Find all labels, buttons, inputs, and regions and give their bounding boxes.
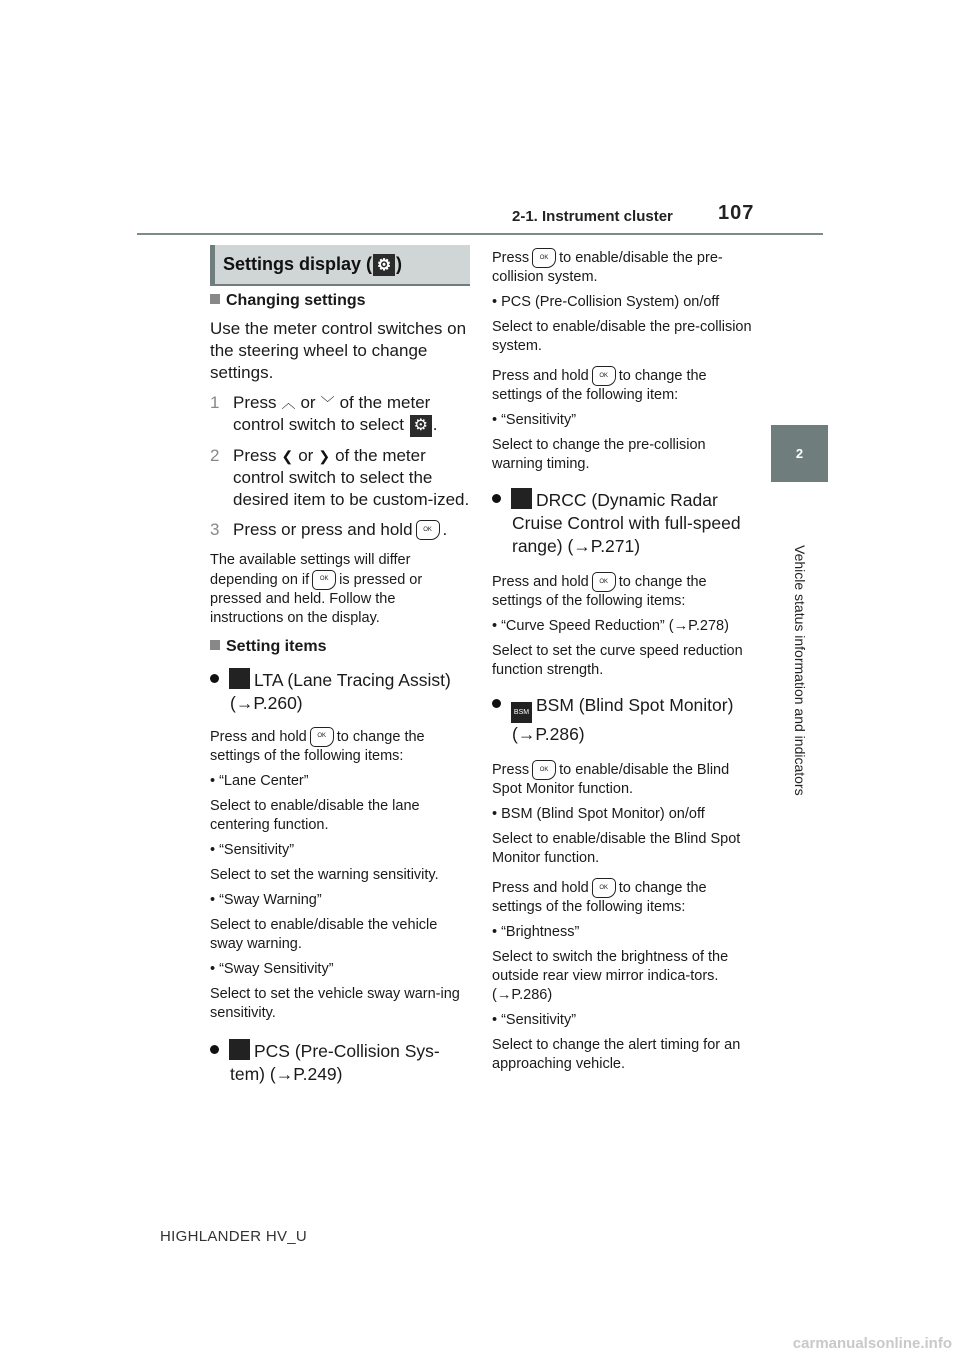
- bsm-onoff-desc: Select to enable/disable the Blind Spot Monitor function.: [492, 831, 741, 866]
- brightness-desc: Select to switch the brightness of the outside rear view mirror indica-tors. (→P.286): [492, 949, 729, 1003]
- sway-warning-desc: Select to enable/disable the vehicle sway warning.: [210, 916, 438, 952]
- sensitivity-desc: Select to set the warning sensitivity.: [210, 866, 439, 883]
- setting-items-title: Setting items: [210, 638, 470, 656]
- bsm-link[interactable]: BSM (Blind Spot Monitor) (→P.286): [512, 695, 734, 744]
- pcs-onoff-item: • PCS (Pre-Collision System) on/off: [492, 294, 720, 310]
- bsm-item: [492, 694, 754, 746]
- lta-hold-text: Press and hold OK to change the settings of the following items:: [210, 728, 425, 764]
- heading-close: ): [396, 254, 403, 274]
- sensitivity-item: • “Sensitivity”: [210, 841, 295, 858]
- step-number: 1: [210, 393, 220, 412]
- ok-button-icon: OK: [592, 878, 616, 898]
- section-title: 2-1. Instrument cluster: [512, 208, 673, 225]
- drcc-link[interactable]: DRCC (Dynamic Radar Cruise Control with full-speed range) (→P.271): [512, 490, 741, 556]
- left-column: [210, 245, 470, 1086]
- bsm-press-text: Press OK to enable/disable the Blind Spot Monitor function.: [492, 761, 730, 797]
- pcs-press-text: Press OK to enable/disable the pre-collision system.: [492, 249, 723, 285]
- bullet-dot: [210, 1045, 219, 1054]
- drcc-icon: [511, 488, 532, 509]
- lta-item: [210, 668, 470, 715]
- ok-button-icon: OK: [416, 520, 440, 540]
- bullet-dot: [492, 494, 501, 503]
- chevron-down-icon: ﹀: [320, 395, 335, 411]
- settings-note: The available settings will differ depending on if OK is pressed or pressed and held. Follow the instructions on the display.: [210, 551, 423, 626]
- curve-speed-desc: Select to set the curve speed reduction function strength.: [492, 643, 743, 678]
- ok-button-icon: OK: [592, 572, 616, 592]
- pcs-item: [210, 1039, 470, 1086]
- drcc-item: [492, 488, 754, 558]
- lane-center-item: • “Lane Center”: [210, 772, 309, 789]
- gear-icon: ⚙: [373, 254, 395, 276]
- chapter-label: Vehicle status information and indicators: [792, 545, 808, 796]
- chapter-tab[interactable]: [771, 425, 828, 482]
- brightness-item: • “Brightness”: [492, 924, 580, 940]
- heading-text: Settings display (: [223, 254, 373, 274]
- ok-button-icon: OK: [592, 366, 616, 386]
- bsm-icon: BSM: [511, 702, 532, 723]
- lta-link[interactable]: LTA (Lane Tracing Assist) (→P.260): [230, 669, 451, 713]
- curve-speed-item: • “Curve Speed Reduction” (→P.278): [492, 618, 729, 634]
- drcc-hold-text: Press and hold OK to change the settings of the following items:: [492, 573, 707, 609]
- step-2: 2 Press ❮ or ❯ of the meter control switch to select the desired item to be custom-ized.: [210, 445, 470, 509]
- pcs-hold-text: Press and hold OK to change the settings of the following item:: [492, 367, 707, 403]
- pcs-onoff-desc: Select to enable/disable the pre-collision system.: [492, 319, 752, 354]
- pcs-sensitivity-desc: Select to change the pre-collision warning timing.: [492, 437, 706, 472]
- footer-model: HIGHLANDER HV_U: [160, 1228, 308, 1245]
- chevron-left-icon: ❮: [281, 447, 294, 464]
- watermark: carmanualsonline.info: [792, 1335, 952, 1352]
- bullet-dot: [210, 674, 219, 683]
- page-number: 107: [718, 202, 755, 224]
- step-number: 2: [210, 445, 220, 465]
- chapter-number: 2: [795, 446, 804, 461]
- ok-button-icon: OK: [310, 727, 334, 747]
- right-column: [492, 248, 754, 1074]
- step-1: 1 Press ︿ or ﹀ of the meter control switch to select ⚙ .: [210, 392, 470, 437]
- lta-icon: [229, 668, 250, 689]
- chevron-right-icon: ❯: [318, 447, 331, 464]
- square-bullet-icon: [210, 294, 220, 304]
- header-rule: [137, 233, 823, 235]
- changing-settings-title: Changing settings: [210, 292, 470, 310]
- ok-button-icon: OK: [312, 570, 336, 590]
- pcs-icon: [229, 1039, 250, 1060]
- ok-button-icon: OK: [532, 248, 556, 268]
- pcs-sensitivity-item: • “Sensitivity”: [492, 412, 577, 428]
- sway-sensitivity-item: • “Sway Sensitivity”: [210, 960, 334, 977]
- gear-icon: ⚙: [410, 415, 432, 437]
- step-3: 3 Press or press and hold OK .: [210, 519, 448, 539]
- lane-center-desc: Select to enable/disable the lane centering function.: [210, 797, 420, 833]
- chevron-up-icon: ︿: [281, 395, 296, 411]
- ok-button-icon: OK: [532, 760, 556, 780]
- bsm-sensitivity-desc: Select to change the alert timing for an approaching vehicle.: [492, 1037, 741, 1072]
- bsm-hold-text: Press and hold OK to change the settings of the following items:: [492, 879, 707, 915]
- sway-warning-item: • “Sway Warning”: [210, 891, 322, 908]
- intro-text: Use the meter control switches on the steering wheel to change settings.: [210, 319, 467, 382]
- step-number: 3: [210, 519, 220, 539]
- bsm-sensitivity-item: • “Sensitivity”: [492, 1012, 577, 1028]
- bullet-dot: [492, 699, 501, 708]
- settings-display-heading: [210, 245, 470, 286]
- bsm-onoff-item: • BSM (Blind Spot Monitor) on/off: [492, 806, 705, 822]
- sway-sensitivity-desc: Select to set the vehicle sway warn-ing sensitivity.: [210, 985, 460, 1021]
- square-bullet-icon: [210, 640, 220, 650]
- pcs-link[interactable]: PCS (Pre-Collision Sys-tem) (→P.249): [230, 1040, 440, 1084]
